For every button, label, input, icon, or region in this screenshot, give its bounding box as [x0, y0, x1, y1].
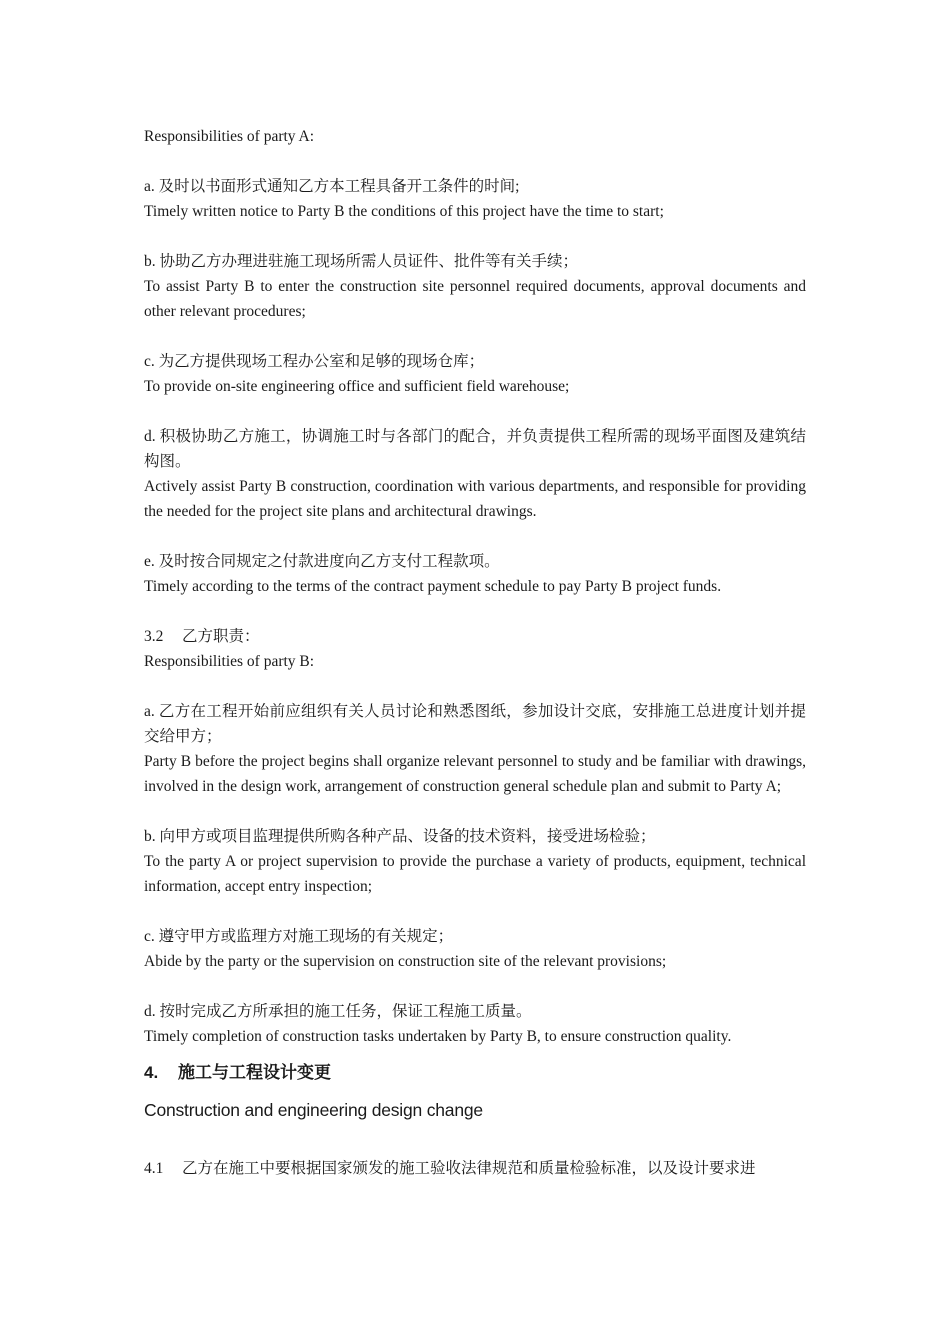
party-b-item: [144, 999, 806, 1049]
party-a-item: [144, 549, 806, 599]
item-en: Timely according to the terms of the contract payment schedule to pay Party B project funds.: [144, 578, 722, 595]
party-b-heading: Responsibilities of party B:: [144, 653, 315, 670]
party-a-heading: Responsibilities of party A:: [144, 128, 315, 145]
clause-4-1: [144, 1156, 806, 1181]
party-b-item: [144, 699, 806, 799]
party-a-item: [144, 174, 806, 224]
item-zh: d. 积极协助乙方施工，协调施工时与各部门的配合，并负责提供工程所需的现场平面图及建筑结构图。: [144, 428, 806, 470]
party-a-item: [144, 424, 806, 524]
document-page: [144, 124, 806, 1181]
item-en: To assist Party B to enter the construction site personnel required documents, approval documents and other relevant procedures;: [144, 278, 806, 320]
section-title-zh: 乙方职责：: [182, 628, 260, 645]
party-b-item: [144, 924, 806, 974]
item-zh: a. 乙方在工程开始前应组织有关人员讨论和熟悉图纸，参加设计交底，安排施工总进度计划并提交给甲方；: [144, 703, 806, 745]
item-zh: a. 及时以书面形式通知乙方本工程具备开工条件的时间;: [144, 178, 520, 195]
item-en: Party B before the project begins shall organize relevant personnel to study and be familiar with drawings, involved in the design work, arrangement of construction general schedule plan and submit to Party A;: [144, 753, 806, 795]
section-4-heading: [144, 1062, 806, 1084]
item-zh: e. 及时按合同规定之付款进度向乙方支付工程款项。: [144, 553, 500, 570]
party-a-item: [144, 349, 806, 399]
section-3-2-heading: [144, 624, 806, 649]
section-number: 3.2: [144, 628, 164, 645]
item-en: To the party A or project supervision to provide the purchase a variety of products, equipment, technical information, accept entry inspection;: [144, 853, 806, 895]
section-number: 4.: [144, 1063, 159, 1082]
item-zh: d. 按时完成乙方所承担的施工任务，保证工程施工质量。: [144, 1003, 532, 1020]
section-4-title-en: Construction and engineering design change: [144, 1100, 483, 1120]
item-en: Actively assist Party B construction, coordination with various departments, and responsible for providing the needed for the project site plans and architectural drawings.: [144, 478, 806, 520]
item-zh: b. 协助乙方办理进驻施工现场所需人员证件、批件等有关手续；: [144, 253, 579, 270]
item-zh: b. 向甲方或项目监理提供所购各种产品、设备的技术资料，接受进场检验；: [144, 828, 656, 845]
item-en: Timely written notice to Party B the conditions of this project have the time to start;: [144, 203, 664, 220]
party-b-item: [144, 824, 806, 899]
clause-number: 4.1: [144, 1160, 164, 1177]
item-en: Abide by the party or the supervision on construction site of the relevant provisions;: [144, 953, 667, 970]
section-title-zh: 施工与工程设计变更: [178, 1063, 331, 1082]
item-en: To provide on-site engineering office and sufficient field warehouse;: [144, 378, 570, 395]
item-en: Timely completion of construction tasks undertaken by Party B, to ensure construction quality.: [144, 1028, 732, 1045]
clause-text: 乙方在施工中要根据国家颁发的施工验收法律规范和质量检验标准，以及设计要求进: [182, 1160, 756, 1177]
party-a-item: [144, 249, 806, 324]
item-zh: c. 为乙方提供现场工程办公室和足够的现场仓库；: [144, 353, 485, 370]
item-zh: c. 遵守甲方或监理方对施工现场的有关规定；: [144, 928, 454, 945]
